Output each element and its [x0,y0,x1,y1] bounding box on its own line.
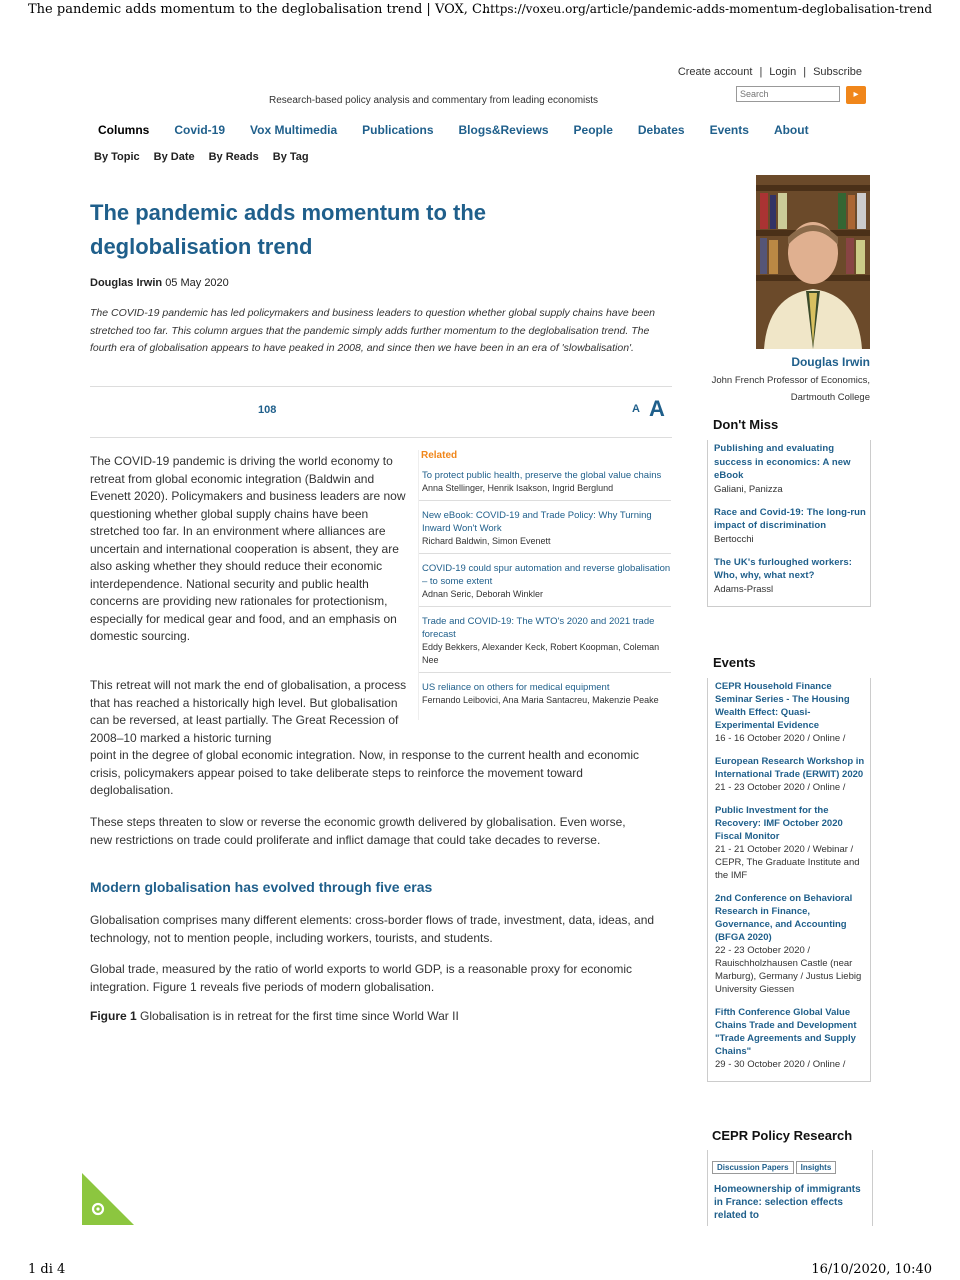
related-link[interactable]: New eBook: COVID-19 and Trade Policy: Why Turning Inward Won't Work [422,510,652,534]
event-link[interactable]: CEPR Household Finance Seminar Series - The Housing Wealth Effect: Quasi-Experimental Evidence [715,681,850,731]
nav-columns[interactable]: Columns [98,123,150,137]
nav-people[interactable]: People [573,123,613,137]
event-item [715,892,866,996]
article-title: The pandemic adds momentum to the deglobalisation trend [90,200,487,259]
related-item [419,469,671,501]
search-icon: ▸ [853,89,859,100]
dont-miss-box [707,440,871,607]
author-portrait-icon [756,175,870,349]
print-header-url: https://voxeu.org/article/pandemic-adds-momentum-deglobalisation-trend [482,2,932,16]
paragraph-4: Globalisation comprises many different elements: cross-border flows of trade, investment, data, ideas, and technology, not to mention people, including workers, tourists, and students. [90,913,655,945]
font-decrease-button[interactable]: A [632,403,640,415]
event-date: 29 - 30 October 2020 / Online / [715,1059,846,1070]
print-header-title: The pandemic adds momentum to the deglobalisation trend | VOX, C... [28,2,494,17]
event-date: 16 - 16 October 2020 / Online / [715,733,846,744]
paragraph-1: The COVID-19 pandemic is driving the world economy to retreat from global economic integration (Baldwin and Evenett 2020). Policymakers and business leaders are now questioning whether global supply chains have been stretched too far. In an environment where alliances are uncertain and international cooperation is absent, they are also asking whether they should reduce their economic interdependence. National security and public health concerns are providing new rationales for protectionism, especially for medical gear and food, and an emphasis on domestic sourcing. [90,454,406,643]
policy-research-heading: CEPR Policy Research [712,1128,853,1143]
nav-events[interactable]: Events [709,123,749,137]
related-authors: Adnan Seric, Deborah Winkler [422,589,544,599]
create-account-link[interactable]: Create account [677,66,753,78]
event-date: 21 - 21 October 2020 / Webinar / CEPR, The Graduate Institute and the IMF [715,844,860,881]
section-heading: Modern globalisation has evolved through five eras [90,879,433,895]
events-section [707,655,871,1082]
search-button[interactable] [846,86,866,104]
nav-debates[interactable]: Debates [637,123,685,137]
subscribe-link[interactable]: Subscribe [813,66,862,78]
paragraph-2-wrapped: This retreat will not mark the end of globalisation, a process that has reached a historically high level. But globalisation can be reversed, at least partially. The Great Recession of 2008–10 marked a historic turning [90,678,407,745]
events-heading: Events [713,655,756,670]
event-date: 21 - 23 October 2020 / Online / [715,782,846,793]
dont-miss-authors: Adams-Prassl [714,583,774,595]
nav-publications[interactable]: Publications [362,123,434,137]
font-increase-button[interactable]: A [649,396,665,421]
tab-insights[interactable]: Insights [796,1161,837,1174]
dont-miss-heading: Don't Miss [713,417,779,432]
feedback-corner[interactable] [82,1173,134,1225]
nav-vox-multimedia[interactable]: Vox Multimedia [250,123,338,137]
separator: | [759,66,763,78]
event-item [715,680,866,745]
related-authors: Richard Baldwin, Simon Evenett [422,536,551,546]
author-name[interactable]: Douglas Irwin [791,355,870,369]
site-tagline: Research-based policy analysis and commentary from leading economists [269,95,599,106]
login-link[interactable]: Login [769,66,797,78]
event-link[interactable]: European Research Workshop in International Trade (ERWIT) 2020 [715,756,865,780]
figure-label: Figure 1 [90,1009,137,1023]
dont-miss-link[interactable]: Race and Covid-19: The long-run impact of discrimination [714,506,866,531]
event-item [715,755,866,794]
event-link[interactable]: Public Investment for the Recovery: IMF October 2020 Fiscal Monitor [715,805,843,842]
gear-icon [82,1173,134,1225]
nav-about[interactable]: About [773,123,809,137]
event-link[interactable]: 2nd Conference on Behavioral Research in Finance, Governance, and Accounting (BFGA 2020) [715,893,853,943]
dont-miss-item [714,442,866,496]
share-count[interactable]: 108 [258,404,277,416]
subnav-by-reads[interactable]: By Reads [208,151,259,163]
related-link[interactable]: To protect public health, preserve the global value chains [422,470,662,481]
dont-miss-authors: Bertocchi [714,533,754,545]
paragraph-5: Global trade, measured by the ratio of world exports to world GDP, is a reasonable proxy for economic integration. Figure 1 reveals five periods of modern globalisation. [90,962,633,994]
dont-miss-section [707,417,871,607]
related-heading: Related [421,450,458,461]
dont-miss-authors: Galiani, Panizza [714,483,783,495]
related-box [418,450,671,720]
sub-nav [94,151,323,163]
dont-miss-link[interactable]: Publishing and evaluating success in economics: A new eBook [714,443,851,481]
policy-research-link[interactable]: Homeownership of immigrants in France: selection effects related to [714,1184,861,1221]
figure-caption [90,1009,459,1023]
policy-research-tabs [712,1157,838,1175]
related-item [419,615,671,673]
dont-miss-link[interactable]: The UK's furloughed workers: Who, why, what next? [714,556,853,581]
subnav-by-date[interactable]: By Date [153,151,195,163]
tab-discussion-papers[interactable]: Discussion Papers [712,1161,794,1174]
related-authors: Eddy Bekkers, Alexander Keck, Robert Koopman, Coleman Nee [422,642,660,665]
event-date: 22 - 23 October 2020 / Rauischholzhausen Castle (near Marburg), Germany / Justus Liebig University Giessen [715,945,862,995]
related-item [419,509,671,554]
event-link[interactable]: Fifth Conference Global Value Chains Trade and Development "Trade Agreements and Supply Chains" [715,1007,857,1057]
print-footer-page: 1 di 4 [28,1262,66,1277]
event-item [715,1006,866,1071]
related-link[interactable]: Trade and COVID-19: The WTO's 2020 and 2021 trade forecast [422,616,655,640]
dont-miss-item [714,506,866,546]
print-footer-datetime: 16/10/2020, 10:40 [811,1262,932,1277]
account-links [678,66,862,78]
figure-caption-text: Globalisation is in retreat for the first time since World War II [140,1009,459,1023]
related-link[interactable]: US reliance on others for medical equipment [422,682,610,693]
article-abstract: The COVID-19 pandemic has led policymakers and business leaders to question whether global supply chains have been stretched too far. This column argues that the pandemic simply adds further momentum to the deglobalisation trend. The fourth era of globalisation appears to have peaked in 2008, and since then we have been in an era of 'slowbalisation'. [90,307,655,354]
event-item [715,804,866,882]
subnav-by-topic[interactable]: By Topic [94,151,140,163]
author-photo [756,175,870,349]
subnav-by-tag[interactable]: By Tag [272,151,309,163]
article-date: 05 May 2020 [165,277,229,289]
related-link[interactable]: COVID-19 could spur automation and reverse globalisation – to some extent [422,563,671,587]
events-box [707,678,871,1082]
byline [90,277,229,289]
search-input[interactable] [736,86,840,102]
separator: | [803,66,807,78]
author-affiliation: John French Professor of Economics, Dartmouth College [711,375,870,403]
nav-blogs-reviews[interactable]: Blogs&Reviews [458,123,549,137]
paragraph-3: These steps threaten to slow or reverse the economic growth delivered by globalisation. Even worse, new restrictions on trade could proliferate and inflict damage that could take decades to reverse. [90,815,626,847]
related-authors: Fernando Leibovici, Ana Maria Santacreu, Makenzie Peake [422,695,659,705]
main-nav [98,123,834,137]
related-authors: Anna Stellinger, Henrik Isakson, Ingrid Berglund [422,483,614,493]
dont-miss-item [714,556,866,596]
author-link[interactable]: Douglas Irwin [90,277,163,289]
divider [90,437,672,438]
related-item [419,681,671,712]
nav-covid-19[interactable]: Covid-19 [174,123,226,137]
divider [90,386,672,387]
paragraph-2-cont: point in the degree of global economic integration. Now, in response to the current health and economic crisis, policymakers appear poised to take deliberate steps to reinforce the movement toward deglobalisation. [90,748,640,797]
related-item [419,562,671,607]
